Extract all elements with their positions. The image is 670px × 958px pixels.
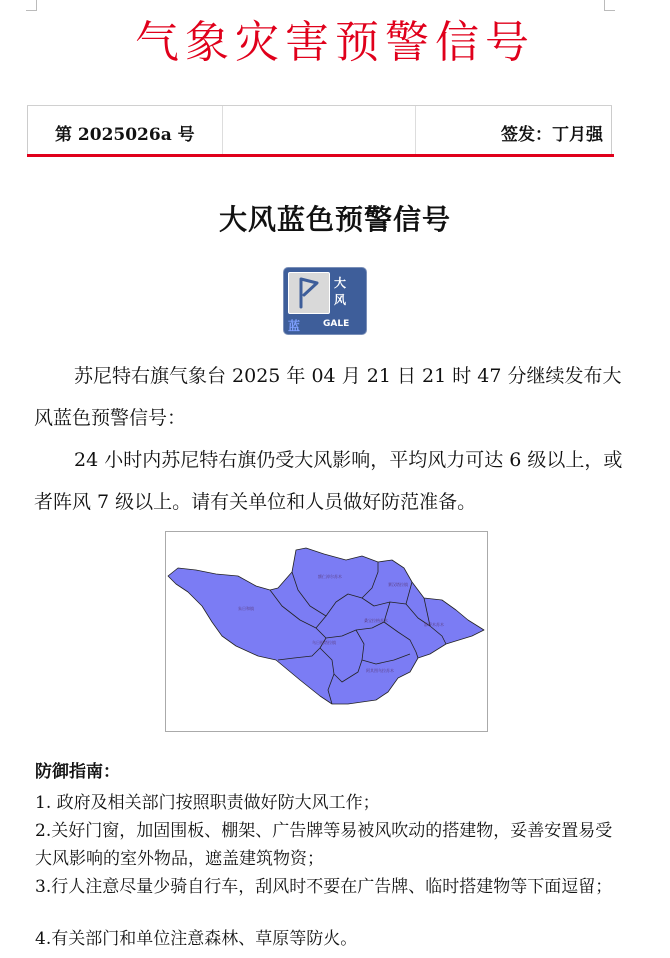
map-region-label: 赛汉塔拉镇 [388,582,408,587]
guide-item: 4.有关部门和单位注意森林、草原等防火。 [35,929,358,949]
guide-item: 1. 政府及相关部门按照职责做好防大风工作； [35,793,380,813]
map-region-label: 都呼木苏木 [424,622,444,627]
header-cell-middle [221,106,416,156]
badge-type-char: 风 [334,293,347,307]
red-divider [27,154,614,157]
warning-title: 大风蓝色预警信号 [218,203,451,236]
flag-icon [288,272,330,314]
forecast-paragraph: 24 小时内苏尼特右旗仍受大风影响，平均风力可达 6 级以上，或者阵风 7 级以上。请有关单位和人员做好防范准备。 [34,449,623,513]
map-region-label: 阿其图乌拉苏木 [366,668,394,673]
badge-code: GALE [323,319,350,329]
guide-heading: 防御指南： [35,762,120,782]
map-region-label: 桑宝拉格苏木 [364,618,388,623]
issuer: 签发：丁月强 [501,125,603,145]
header-cell-right [415,106,612,156]
badge-color-char: 蓝 [288,319,301,333]
warning-area-map [165,531,488,732]
gale-blue-warning-icon [284,268,366,334]
guide-item: 2.关好门窗，加固围板、棚架、广告牌等易被风吹动的搭建物，妥善安置易受大风影响的室外物品，遮盖建筑物资； [35,821,613,869]
document-title: 气象灾害预警信号 [135,17,535,68]
announcement-paragraph: 苏尼特右旗气象台 2025 年 04 月 21 日 21 时 47 分继续发布大风蓝色预警信号： [34,365,622,429]
map-region-label: 乌日根塔拉镇 [312,640,336,645]
header-table [27,105,612,156]
doc-number: 第 2025026a 号 [55,125,195,145]
header-cell-left [27,106,223,156]
map-region-label: 朱日和镇 [238,606,254,611]
guide-item: 3.行人注意尽量少骑自行车，刮风时不要在广告牌、临时搭建物等下面逗留； [35,877,613,897]
map-region-label: 额仁淖尔苏木 [318,574,342,579]
badge-type-char: 大 [334,276,347,290]
